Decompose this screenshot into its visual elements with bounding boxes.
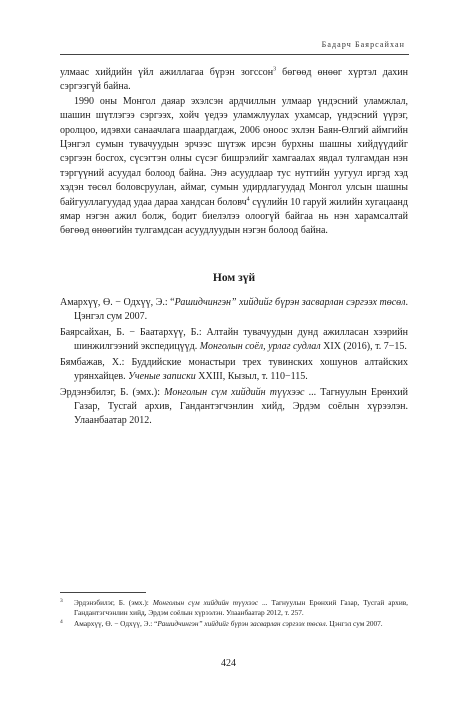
running-header: Бадарч Баярсайхан: [321, 40, 405, 49]
paragraph-2: 1990 оны Монгол даяар эхэлсэн ардчиллын улмаар үндэсний уламжлал, шашин шүтлэгээ сэргээх, хойч үедээ уламжлуулах ухамсар, үндэсний үүрэг, оролцоо, идэвхи санаачлага шаардагдаж, 2006 оноос эхлэн Баян-Өлгий аймгийн Цэнгэл сумын тувачуудын эрчээс шүтэж ирсэн бурхны шашны хийдүүдийг сэргээн босгох, сүсэгтэн олны сүсэг бишрэлийг хамгаалах явдал тулгамдан нэн тэргүүний асуудал болоод байна. Энэ асуудлаар тус нутгийн уугуул иргэд хэд хэдэн төсөл боловсруулан, аймаг, сумын удирдлагуудад Монгол улсын шашны байгууллагуудад удаа дараа хандсан боловч$^4$ сүүлийн 10 гаруй жилийн хугацаанд ямар нэгэн ажил болж, бодит биелэлээ олоогүй байгаа нь нэн харамсалтай бөгөөд өнөөгийн тулгамдсан асуудлуудын нэгэн болоод байна.: [60, 95, 408, 237]
footnote-ref-4[interactable]: 4: [246, 196, 250, 203]
footnotes: [60, 598, 408, 631]
footnote-ref-3[interactable]: 3: [273, 66, 277, 73]
page-number: 424: [221, 658, 236, 669]
footnote-number: 3: [60, 598, 63, 604]
footnote-rule: [60, 592, 146, 593]
footnote-number: 4: [60, 619, 63, 626]
footnote-3: 3 Эрдэнэбилэг, Б. (эмх.): Монголын сүм хийдийн түүхээс ... Тагнуулын Ерөнхий Газар, Тусгай архив, Гандантэгчэнлин хийд, Эрдэм соёлын хүрээлэн. Улаанбаатар 2012, т. 257.: [60, 598, 408, 618]
body-text: [60, 66, 408, 239]
reference-entry: Амархүү, Ө. − Одхүү, Э.: “Рашидчингэн” хийдийг бүрэн засварлан сэргээх төсөл. Цэнгэл сум 2007.: [60, 297, 408, 323]
footnote-4: 4 Амархүү, Ө. − Одхүү, Э.: “Рашидчингэн” хийдийг бүрэн засварлан сэргээх төсөл. Цэнгэл сум 2007.: [60, 619, 383, 629]
paragraph-1: улмаас хийдийн үйл ажиллагаа бүрэн зогссон$^3$ бөгөөд өнөөг хүртэл дахин сэргээгүй байна.: [60, 66, 408, 93]
reference-entry: Бямбажав, Х.: Буддийские монастыри трех тувинских хошунов алтайских урянхайцев. Ученые записки XXIII, Кызыл, т. 110−115.: [60, 356, 408, 383]
bibliography-heading: Ном зүй: [212, 272, 256, 284]
bibliography-list: [60, 296, 408, 430]
header-rule: [60, 54, 409, 55]
reference-entry: Эрдэнэбилэг, Б. (эмх.): Монголын сүм хийдийн түүхээс ... Тагнуулын Ерөнхий Газар, Тусгай архив, Гандантэгчэнлин хийд, Эрдэм соёлын хүрээлэн. Улаанбаатар 2012.: [60, 386, 408, 427]
reference-entry: Баярсайхан, Б. − Баатархүү, Б.: Алтайн тувачуудын дунд ажилласан хээрийн шинжилгээний экспедицүүд. Монголын соёл, урлаг судлал XIX (2016), т. 7−15.: [60, 326, 408, 353]
